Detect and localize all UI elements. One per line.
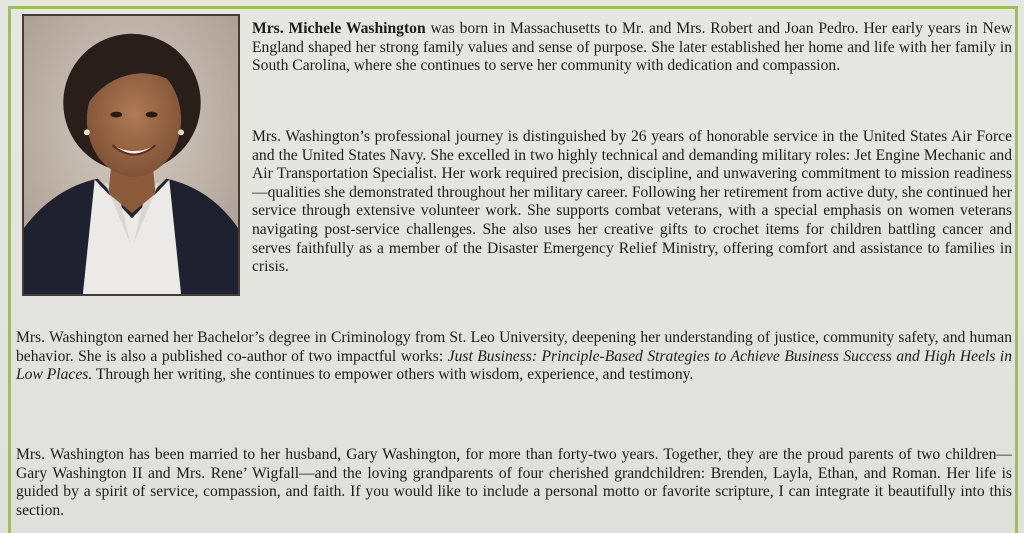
education-text: Mrs. Washington earned her Bachelor’s degree in Criminology from St. Leo University, deepening her understanding of justice, community safety, and human behavior. She is also a published co-author of two impactful works: <box>16 329 1012 365</box>
person-name: Mrs. Michele Washington <box>252 20 426 37</box>
portrait-photo <box>22 14 240 296</box>
education-text-end: Through her writing, she continues to empower others with wisdom, experience, and testimony. <box>92 366 694 384</box>
bio-paragraph-service: Mrs. Washington’s professional journey is distinguished by 26 years of honorable service in the United States Air Force and the United States Navy. She excelled in two highly technical and demanding military roles: Jet Engine Mechanic and Air Transportation Specialist. Her work required precision, discipline, and unwavering commitment to mission readiness—qualities she demonstrated throughout her military career. Following her retirement from active duty, she continued her service through extensive volunteer work. She supports combat veterans, with a special emphasis on women veterans navigating post-service challenges. She also uses her creative gifts to crochet items for children battling cancer and serves faithfully as a member of the Disaster Emergency Relief Ministry, offering comfort and assistance to families in crisis. <box>252 128 1012 276</box>
bio-paragraph-family: Mrs. Washington has been married to her husband, Gary Washington, for more than forty-two years. Together, they are the proud parents of two children—Gary Washington II and Mrs. Rene’ Wigfall—and the loving grandparents of four cherished grandchildren: Brenden, Layla, Ethan, and Roman. Her life is guided by a spirit of service, compassion, and faith. If you would like to include a personal motto or favorite scripture, I can integrate it beautifully into this section. <box>16 446 1012 519</box>
bio-paragraph-intro <box>252 20 1012 76</box>
book-titles: Just Business: Principle-Based Strategies to Achieve Business Success and High Heels in Low Places. <box>16 347 1012 384</box>
portrait-illustration <box>24 16 238 294</box>
bio-paragraph-education <box>16 329 1012 385</box>
intro-text: was born in Massachusetts to Mr. and Mrs. Robert and Joan Pedro. Her early years in New England shaped her strong family values and sense of purpose. She later established her home and life with her family in South Carolina, where she continues to serve her community with dedication and compassion. <box>252 20 1012 75</box>
